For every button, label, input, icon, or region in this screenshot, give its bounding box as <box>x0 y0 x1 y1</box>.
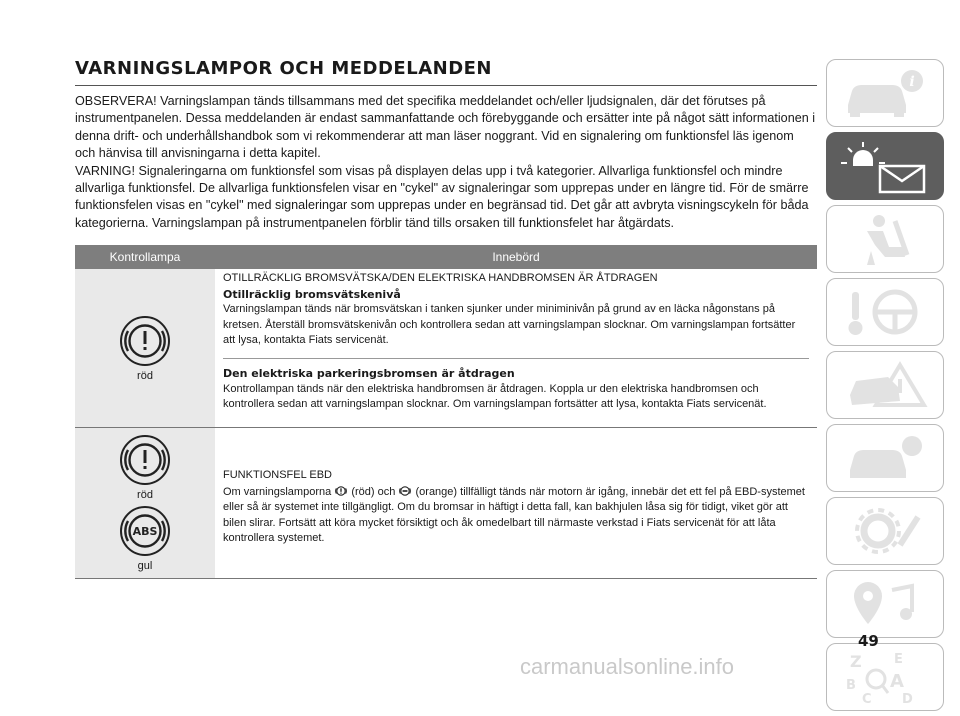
tab-safety[interactable] <box>826 205 944 273</box>
table-header <box>75 245 817 269</box>
subsection-title: Otillräcklig bromsvätskenivå <box>223 287 401 301</box>
ebd-text-b: (röd) och <box>351 485 396 498</box>
header-kontrollampa: Kontrollampa <box>109 250 181 265</box>
index-letter: A <box>890 671 904 692</box>
index-letter: C <box>862 692 872 707</box>
chapter-sidebar <box>826 59 944 716</box>
subsection-text: Varningslampan tänds när bromsvätskan i tanken sjunker under miniminivån på grund av en läcka någonstans på kretsen. Återställ bromsvätskenivån och kontrollera sedan att varningslampan slocknar. Om varningslampan fortsätter att lysa, kontakta Fiats servicenät. <box>223 303 796 347</box>
car-info-icon <box>840 65 930 121</box>
table-row <box>75 428 817 579</box>
abs-warning-icon <box>119 505 171 557</box>
ebd-text-a: Om varningslamporna <box>223 485 332 498</box>
ebd-text-c: (orange) tillfälligt tänds när motorn är igång, innebär det ett fel på EBD-systemet eller så är systemet inte tillgängligt. Om du bromsar in häftigt i detta fall, kan bakhjulen låsa sig för tidigt, viket gör att bilen slirar. Fortsätt att köra mycket försiktigt och åk omedelbart till närmaste verkstad i Fiats servicenät för att låta kontrollera systemet. <box>223 485 805 545</box>
ebd-text <box>223 484 809 547</box>
description-cell <box>215 428 817 578</box>
description-section <box>223 359 809 419</box>
index-letter: Z <box>850 652 862 671</box>
page-title: VARNINGSLAMPOR OCH MEDDELANDEN <box>75 58 492 79</box>
index-letter: D <box>902 692 913 707</box>
section-heading: OTILLRÄCKLIG BROMSVÄTSKA/DEN ELEKTRISKA HANDBROMSEN ÄR ÅTDRAGEN <box>223 272 658 285</box>
svg-text:i: i <box>909 74 915 90</box>
seat-airbag-icon <box>845 211 925 267</box>
tab-maintenance[interactable] <box>826 424 944 492</box>
description-section <box>223 269 809 359</box>
header-innebord: Innebörd <box>492 250 540 265</box>
car-crash-icon <box>840 357 930 413</box>
index-alphabet-icon <box>840 647 930 707</box>
gear-wrench-icon <box>840 503 930 559</box>
brake-warning-icon <box>119 315 171 367</box>
tab-index[interactable] <box>826 643 944 711</box>
steering-key-icon <box>840 284 930 340</box>
icon-caption: röd <box>137 489 153 502</box>
page-number: 49 <box>858 632 879 650</box>
observera-paragraph: OBSERVERA! Varningslampan tänds tillsammans med det specifika meddelandet och/eller ljudsignalen, där det förutses på instrumentpanelen. Dessa meddelanden är endast sammanfattande och förebyggande och ersätter inte på något sätt informationen i denna drift- och underhållshandbok som vi rekommenderar att man läser noggrant. Vid en signalering om funktionsfel läs igenom och hänvisa till anvisningarna i detta kapitel. <box>75 94 815 161</box>
page-content <box>75 58 817 579</box>
abs-icon-label: ABS <box>132 525 158 539</box>
varning-paragraph: VARNING! Signaleringarna om funktionsfel som visas på displayen delas upp i två kategorier. Allvarliga funktionsfel och mindre allvarliga funktionsfel. De allvarliga funktionsfelen visar en "cykel" av signaleringar som upprepas under en längre tid. För de smärre funktionsfelen visas en "cykel" med signaleringar som upprepas under en begränsad tid. Det går att avbryta visningscykeln för båda kategorierna. Varningslampan på instrumentpanelen förblir tänd tills orsaken till funktionsfelet har åtgärdats. <box>75 163 809 230</box>
brake-warning-icon <box>119 434 171 486</box>
subsection-text: Kontrollampan tänds när den elektriska handbromsen är åtdragen. Koppla ur den elektriska handbromsen och kontrollera sedan att varningslampan slocknar. Om varningslampan fortsätter att lysa, kontakta Fiats servicenät. <box>223 382 767 411</box>
abs-small-icon <box>398 484 412 498</box>
warning-light-message-icon <box>835 136 935 196</box>
description-cell <box>215 269 817 427</box>
title-divider <box>75 85 817 86</box>
tab-multimedia[interactable] <box>826 570 944 638</box>
icon-cell <box>75 269 215 427</box>
tab-car-info[interactable] <box>826 59 944 127</box>
icon-cell <box>75 428 215 578</box>
media-navigation-icon <box>840 576 930 632</box>
car-service-icon <box>840 430 930 486</box>
subsection-title: Den elektriska parkeringsbromsen är åtdragen <box>223 367 515 381</box>
warning-lights-table <box>75 245 817 579</box>
tab-emergency[interactable] <box>826 351 944 419</box>
index-letter: E <box>894 652 903 667</box>
icon-caption: röd <box>137 369 153 382</box>
table-row <box>75 269 817 428</box>
tab-starting-driving[interactable] <box>826 278 944 346</box>
watermark: carmanualsonline.info <box>520 654 735 679</box>
brake-warning-small-icon <box>334 484 348 498</box>
tab-warning-lights[interactable] <box>826 132 944 200</box>
tab-technical-data[interactable] <box>826 497 944 565</box>
icon-caption: gul <box>137 560 153 573</box>
index-letter: B <box>846 678 856 693</box>
section-heading: FUNKTIONSFEL EBD <box>223 469 332 482</box>
